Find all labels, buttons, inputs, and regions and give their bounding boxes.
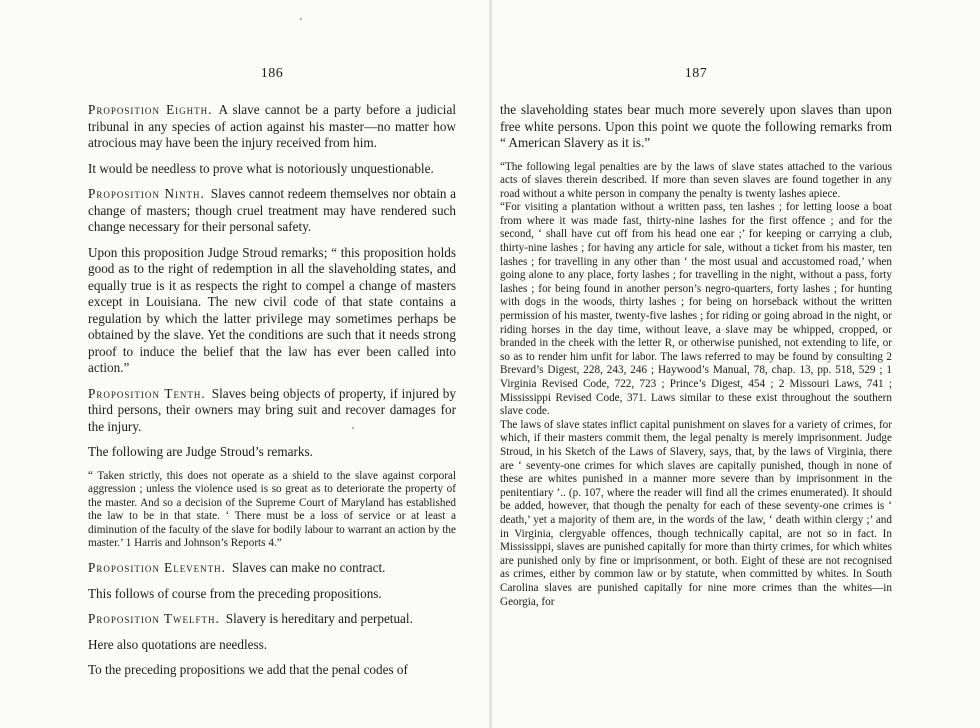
paragraph-text: “ Taken strictly, this does not operate as a shield to the slave against corporal aggression ; unless the violence used is so great as to deteriorate the property of the master. And so a decision of the Supreme Court of Maryland has established the law to be in that state. ‘ There must be a loss of service or at least a diminution of the faculty of the slave for bodily labour to warrant an action by the master.’ 1 Harris and Johnson’s Reports 4.” bbox=[88, 469, 456, 550]
paragraph bbox=[88, 662, 456, 679]
paragraph-text: Slaves cannot redeem themselves nor obtain a change of masters; though cruel treatment may have rendered such change necessary for their personal safety. bbox=[88, 186, 456, 234]
paragraph-text: To the preceding propositions we add that the penal codes of bbox=[88, 662, 408, 678]
page-body bbox=[500, 102, 892, 609]
paragraph bbox=[88, 161, 456, 178]
left-page bbox=[88, 66, 456, 688]
paragraph-text: “For visiting a plantation without a written pass, ten lashes ; for letting loose a boat from where it was made fast, thirty-nine lashes for the first offence ; and for the second, ‘ shall have cut off from his head one ear ;’ for keeping or carrying a club, thirty-nine lashes ; for having any article for sale, without a ticket from his master, ten lashes ; for travelling in any other than ‘ the most usual and accustomed road,’ when going alone to any place, forty lashes ; for travelling in the night, without a pass, forty lashes ; for being found in another person’s negro-quarters, forty lashes ; for hunting with dogs in the woods, thirty lashes ; for being on horseback without the written permission of his master, twenty-five lashes ; for riding or going abroad in the night, or riding horses in the day time, without leave, a slave may be whipped, cropped, or branded in the cheek with the letter R, or otherwise punished, not extending to life, or so as to render him unfit for labor. The laws referred to may be found by consulting 2 Brevard’s Digest, 228, 243, 246 ; Haywood’s Manual, 78, chap. 13, pp. 518, 529 ; 1 Virginia Revised Code, 722, 723 ; Prince’s Digest, 454 ; 2 Missouri Laws, 741 ; Mississippi Revised Code, 371. Laws similar to these exist throughout the southern slave code. bbox=[500, 201, 892, 418]
proposition-label: Proposition Eleventh. bbox=[88, 560, 226, 576]
quoted-paragraph bbox=[500, 201, 892, 419]
page-gutter bbox=[489, 0, 492, 728]
paragraph-text: “The following legal penalties are by the laws of slave states attached to the various acts of slaves therein described. If more than seven slaves are found together in any road without a white person in company the penalty is twenty lashes apiece. bbox=[500, 160, 892, 200]
paragraph-text: Slaves being objects of property, if injured by third persons, their owners may bring suit and recover damages for the injury. bbox=[88, 385, 456, 434]
paragraph-text: Upon this proposition Judge Stroud remarks; “ this proposition holds good as to the right of redemption in all the slaveholding states, and equally true is it as respects the right to compel a change of masters except in Louisiana. The new civil code of that state contains a regulation by which the latter privilege may sometimes perhaps be obtained by the slave. Yet the conditions are such that it needs strong proof to induce the belief that the law has ever been called into action.” bbox=[88, 244, 456, 375]
proposition-label: Proposition Twelfth. bbox=[88, 611, 220, 627]
paragraph bbox=[88, 444, 456, 461]
paragraph-text: Slaves can make no contract. bbox=[231, 560, 386, 576]
proposition-paragraph bbox=[88, 102, 456, 152]
paragraph-text: The laws of slave states inflict capital punishment on slaves for a variety of crimes, for which, if their masters commit them, the legal penalty is merely imprisonment. Judge Stroud, in his Sketch of the Laws of Slavery, says, that, by the laws of Virginia, there are ‘ seventy-one crimes for which slaves are capitally punished, though in none of these are whites punished in a manner more severe than by imprisonment in the penitentiary ’.. (p. 107, where the reader will find all the crimes enumerated). It should be added, however, that though the penalty for each of these seventy-one crimes is ‘ death,’ yet a majority of them are, in the words of the law, ‘ death within clergy ;’ and in Virginia, clergyable offences, though technically capital, are not so in fact. In Mississippi, slaves are punished capitally for more than thirty crimes, for which whites are punished only by fine or imprisonment, or both. Eight of these are not recognised as crimes, either by common law or by statute, when committed by whites. In South Carolina slaves are punished capitally for nine more crimes than the whites—in Georgia, for bbox=[500, 418, 892, 608]
proposition-label: Proposition Ninth. bbox=[88, 186, 205, 201]
quoted-paragraph bbox=[500, 161, 892, 202]
paragraph-text: It would be needless to prove what is notoriously unquestionable. bbox=[88, 160, 434, 176]
paragraph bbox=[88, 245, 456, 377]
page-number: 186 bbox=[260, 66, 284, 81]
paragraph bbox=[88, 586, 456, 603]
proposition-paragraph bbox=[88, 386, 456, 436]
proposition-paragraph bbox=[88, 560, 456, 577]
paragraph bbox=[88, 637, 456, 654]
page-number: 187 bbox=[684, 66, 708, 81]
proposition-label: Proposition Eighth. bbox=[88, 102, 213, 117]
quoted-paragraph bbox=[500, 419, 892, 609]
page-body bbox=[88, 102, 456, 679]
paragraph-text: This follows of course from the preceding propositions. bbox=[88, 585, 382, 601]
speck bbox=[300, 18, 302, 20]
right-page bbox=[500, 66, 892, 618]
paragraph-text: Here also quotations are needless. bbox=[88, 636, 268, 652]
paragraph-text: the slaveholding states bear much more severely upon slaves than upon free white persons. Upon this point we quote the following remarks from “ American Slavery as it is.” bbox=[500, 102, 892, 150]
proposition-label: Proposition Tenth. bbox=[88, 385, 206, 401]
paragraph-text: Slavery is hereditary and perpetual. bbox=[225, 611, 413, 627]
quoted-paragraph bbox=[88, 470, 456, 552]
paragraph-text: A slave cannot be a party before a judicial tribunal in any species of action against his master—no matter how atrocious may have been the injury received from him. bbox=[88, 102, 456, 150]
paragraph-text: The following are Judge Stroud’s remarks. bbox=[88, 444, 313, 459]
proposition-paragraph bbox=[88, 186, 456, 236]
proposition-paragraph bbox=[88, 611, 456, 628]
paragraph bbox=[500, 102, 892, 152]
